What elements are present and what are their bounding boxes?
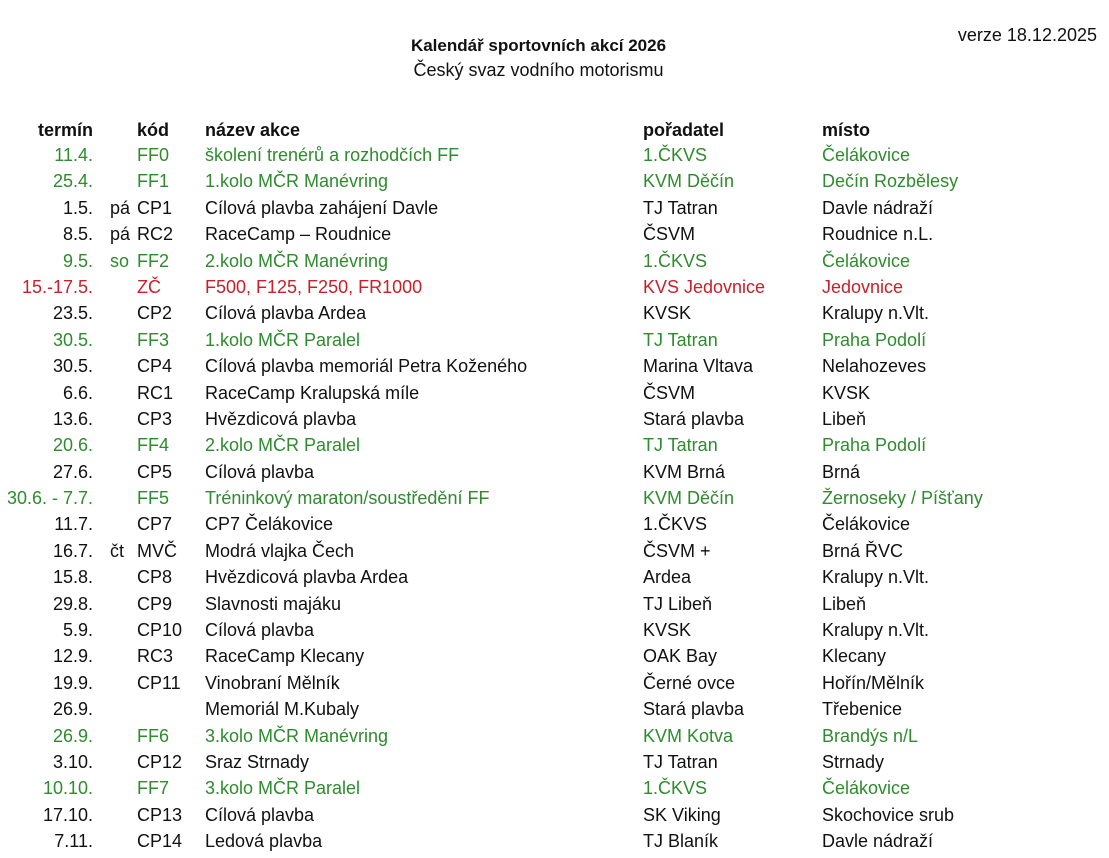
cell-date: 1.5. [62,197,93,218]
version-label: verze 18.12.2025 [957,25,1097,45]
table-row [0,432,1109,458]
cell-date: 7.11. [54,831,93,852]
cell-name: 2.kolo MČR Paralel [205,435,361,456]
cell-day: pá [110,197,131,218]
cell-name: Slavnosti majáku [205,593,342,614]
cell-organizer: TJ Libeň [643,593,713,614]
cell-place: Jedovnice [822,276,904,297]
cell-organizer: 1.ČKVS [643,514,708,535]
cell-code: RC3 [137,646,174,667]
cell-code: FF2 [137,250,170,271]
cell-code: RC1 [137,382,174,403]
table-row [0,485,1109,511]
cell-code: FF5 [137,488,170,509]
cell-organizer: SK Viking [643,804,721,825]
cell-name: Ledová plavba [205,831,323,852]
cell-place: Hořín/Mělník [822,672,925,693]
cell-date: 30.5. [52,356,93,377]
table-row [0,353,1109,379]
cell-name: Vinobraní Mělník [205,672,340,693]
table-row [0,696,1109,722]
cell-organizer: TJ Tatran [643,751,718,772]
cell-organizer: ČSVM [643,382,696,403]
cell-name: Sraz Strnady [205,751,310,772]
cell-place: Kralupy n.Vlt. [822,567,930,588]
table-row [0,327,1109,353]
cell-name: školení trenérů a rozhodčích FF [205,145,460,165]
table-row [0,221,1109,247]
cell-place: Praha Podolí [822,329,927,350]
cell-organizer: KVM Děčín [643,488,735,509]
cell-date: 11.4. [54,145,93,165]
cell-date: 17.10. [42,804,93,825]
cell-name: 1.kolo MČR Paralel [205,329,361,350]
cell-code: CP3 [137,408,173,429]
cell-date: 30.6. - 7.7. [6,488,93,509]
table-row [0,564,1109,590]
cell-name: CP7 Čelákovice [205,514,334,535]
cell-organizer: TJ Tatran [643,329,718,350]
table-row [0,617,1109,643]
cell-place: Davle nádraží [822,831,934,852]
cell-place: Kralupy n.Vlt. [822,303,930,324]
table-row [0,274,1109,300]
cell-organizer: Ardea [643,567,692,588]
cell-code: ZČ [137,276,161,297]
table-row [0,300,1109,326]
cell-place: Kralupy n.Vlt. [822,620,930,641]
cell-code: CP4 [137,356,173,377]
cell-organizer: KVSK [643,303,692,324]
table-row [0,538,1109,564]
cell-code: CP9 [137,593,173,614]
cell-date: 25.4. [52,171,93,192]
header-code: kód [137,120,170,140]
cell-organizer: TJ Tatran [643,435,718,456]
cell-date: 11.7. [54,514,93,535]
header-organizer: pořadatel [643,120,725,140]
document-subtitle: Český svaz vodního motorismu [413,60,664,80]
table-row [0,511,1109,537]
table-row [0,248,1109,274]
cell-name: Modrá vlajka Čech [205,540,355,561]
cell-code: CP2 [137,303,173,324]
cell-place: Praha Podolí [822,435,927,456]
cell-organizer: 1.ČKVS [643,778,708,799]
cell-code: CP1 [137,197,173,218]
cell-place: Brandýs n/L [822,725,919,746]
cell-code: FF3 [137,329,170,350]
cell-place: Čelákovice [822,145,911,165]
table-row [0,459,1109,485]
cell-place: Libeň [822,593,867,614]
cell-date: 16.7. [52,540,93,561]
cell-organizer: KVSK [643,620,692,641]
table-body [0,142,1109,855]
cell-code: CP8 [137,567,173,588]
cell-code: CP12 [137,751,183,772]
cell-place: Čelákovice [822,514,911,535]
cell-place: Žernoseky / Píšťany [822,488,983,509]
cell-code: CP7 [137,514,173,535]
cell-code: MVČ [137,540,177,561]
cell-name: RaceCamp Klecany [205,646,365,667]
cell-code: FF7 [137,778,170,799]
table-header [0,117,1109,142]
cell-place: Dečín Rozbělesy [822,171,959,192]
table-row [0,643,1109,669]
cell-date: 6.6. [62,382,93,403]
cell-date: 12.9. [52,646,93,667]
header-name: název akce [205,120,301,140]
cell-date: 8.5. [62,224,93,245]
cell-name: 1.kolo MČR Manévring [205,171,389,192]
table-row [0,168,1109,194]
table-row [0,670,1109,696]
cell-organizer: KVM Děčín [643,171,735,192]
cell-day: pá [110,224,131,245]
cell-name: RaceCamp – Roudnice [205,224,392,245]
cell-place: Klecany [822,646,887,667]
cell-date: 20.6. [52,435,93,456]
cell-organizer: KVM Kotva [643,725,734,746]
cell-name: RaceCamp Kralupská míle [205,382,420,403]
events-table [0,117,1109,855]
cell-name: F500, F125, F250, FR1000 [205,276,423,297]
cell-code: FF4 [137,435,170,456]
cell-code: CP11 [137,672,181,693]
table-row [0,380,1109,406]
cell-place: Třebenice [822,699,903,720]
cell-name: Cílová plavba [205,620,315,641]
cell-organizer: Marina Vltava [643,356,754,377]
cell-date: 19.9. [52,672,93,693]
cell-name: 3.kolo MČR Manévring [205,725,389,746]
cell-code: CP14 [137,831,183,852]
table-row [0,828,1109,854]
cell-date: 15.8. [52,567,93,588]
cell-organizer: TJ Tatran [643,197,718,218]
cell-day: čt [110,540,125,561]
cell-place: Davle nádraží [822,197,934,218]
cell-place: Strnady [822,751,885,772]
cell-date: 26.9. [52,725,93,746]
cell-name: Hvězdicová plavba [205,408,357,429]
cell-organizer: OAK Bay [643,646,718,667]
cell-date: 27.6. [52,461,93,482]
cell-organizer: Stará plavba [643,699,745,720]
cell-place: Brná ŘVC [822,540,904,561]
cell-code: RC2 [137,224,174,245]
cell-date: 9.5. [62,250,93,271]
cell-organizer: Stará plavba [643,408,745,429]
cell-date: 15.-17.5. [21,276,93,297]
cell-name: Cílová plavba zahájení Davle [205,197,439,218]
cell-name: Cílová plavba memoriál Petra Koženého [205,356,528,377]
cell-name: Cílová plavba Ardea [205,303,367,324]
cell-day: so [110,250,130,271]
cell-date: 10.10. [42,778,93,799]
cell-place: Skochovice srub [822,804,955,825]
table-row [0,775,1109,801]
table-row [0,749,1109,775]
cell-code: CP5 [137,461,173,482]
cell-date: 13.6. [52,408,93,429]
cell-place: Roudnice n.L. [822,224,934,245]
cell-code: CP10 [137,620,183,641]
cell-date: 26.9. [52,699,93,720]
cell-organizer: ČSVM [643,224,696,245]
table-row [0,723,1109,749]
cell-organizer: Černé ovce [643,672,736,693]
cell-name: Cílová plavba [205,461,315,482]
cell-organizer: ČSVM + [643,540,711,561]
cell-place: KVSK [822,382,871,403]
cell-name: Tréninkový maraton/soustředění FF [205,488,490,509]
table-row [0,195,1109,221]
cell-code: FF6 [137,725,170,746]
cell-organizer: KVS Jedovnice [643,276,766,297]
cell-name: Memoriál M.Kubaly [205,699,360,720]
cell-place: Libeň [822,408,867,429]
table-row [0,591,1109,617]
cell-name: Hvězdicová plavba Ardea [205,567,409,588]
cell-name: 2.kolo MČR Manévring [205,250,389,271]
cell-date: 5.9. [62,620,93,641]
cell-date: 30.5. [52,329,93,350]
cell-name: Cílová plavba [205,804,315,825]
cell-code: CP13 [137,804,183,825]
cell-place: Nelahozeves [822,356,927,377]
table-row [0,802,1109,828]
cell-code: FF0 [137,145,170,165]
cell-date: 23.5. [52,303,93,324]
cell-name: 3.kolo MČR Paralel [205,778,361,799]
cell-organizer: 1.ČKVS [643,145,708,165]
cell-code: FF1 [137,171,170,192]
cell-place: Čelákovice [822,250,911,271]
header-place: místo [822,120,871,140]
cell-place: Čelákovice [822,778,911,799]
table-row [0,406,1109,432]
document-title: Kalendář sportovních akcí 2026 [410,36,667,55]
table-row [0,142,1109,168]
cell-organizer: TJ Blaník [643,831,719,852]
cell-organizer: KVM Brná [643,461,726,482]
header-date: termín [37,120,93,140]
cell-date: 29.8. [52,593,93,614]
cell-date: 3.10. [52,751,93,772]
cell-organizer: 1.ČKVS [643,250,708,271]
cell-place: Brná [822,461,861,482]
